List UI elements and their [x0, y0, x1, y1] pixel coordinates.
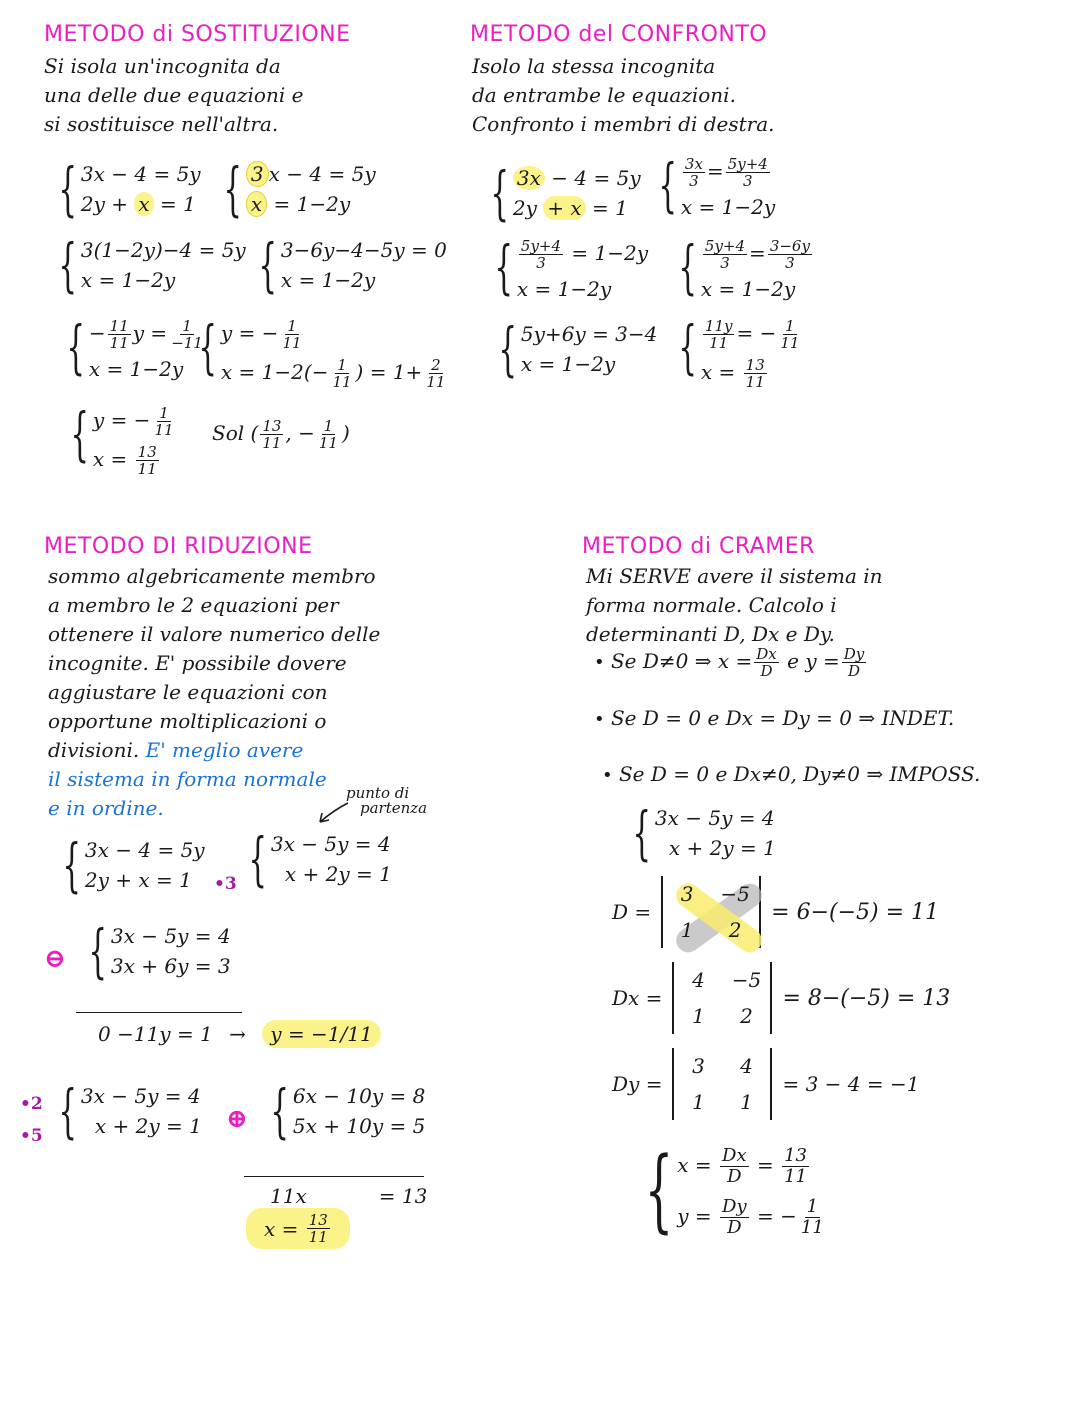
sum-rule-2 [244, 1176, 424, 1177]
bullet-icon: • [594, 709, 605, 730]
rid-system-2: { 3x − 5y = 4 x + 2y = 1 [248, 825, 392, 893]
matrix-Dx: 4 −5 1 2 [672, 962, 772, 1034]
bullet-icon: • [602, 765, 613, 786]
matrix-D: 3 −5 1 2 [661, 876, 761, 948]
rid-system-5: { 6x − 10y = 8 5x + 10y = 5 [270, 1077, 426, 1145]
cramer-bullet-impossible: • Se D = 0 e Dx≠0, Dy≠0 ⇒ IMPOSS. [602, 762, 981, 786]
note-arrow-icon [312, 800, 352, 826]
sost-system-6: { y = − $\frac{1}{11}$ x = 1−2(− $\frac{1}{11}$ ) = 1+ $\frac{2}{11}$ [198, 313, 446, 391]
starting-point-note: punto di partenza [346, 784, 428, 817]
sostituzione-title: METODO di SOSTITUZIONE [44, 22, 351, 47]
cramer-bullet-indeterminate: • Se D = 0 e Dx = Dy = 0 ⇒ INDET. [594, 706, 955, 730]
riduzione-title: METODO DI RIDUZIONE [44, 534, 313, 559]
sum-rule-1 [76, 1012, 242, 1013]
rid-multiplier-3: •3 [214, 874, 237, 894]
conf-system-2: { $\frac{3x}{3}$ = $\frac{5y+4}{3}$ x = 1−2y [658, 151, 776, 219]
sost-system-5: { − $\frac{11}{11}$ y = $\frac{1}{-11}$ x = 1−2y [66, 313, 203, 381]
add-operator-icon: ⊕ [226, 1104, 248, 1134]
conf-system-3: { $\frac{5y+4}{3}$ = 1−2y x = 1−2y [494, 233, 649, 301]
cramer-bullet-determined: • Se D≠0 ⇒ x = $\frac{Dx}{D}$ e y = $\frac{Dy}{D}$ [594, 645, 865, 680]
sost-solution: Sol ( $\frac{13}{11}$ , − $\frac{1}{11}$ ) [212, 417, 350, 452]
confronto-description: Isolo la stessa incognita da entrambe le equazioni. Confronto i membri di destra. [472, 54, 775, 136]
subtract-operator-icon: ⊖ [44, 944, 66, 974]
rid-multiplier-2: •2 [20, 1094, 43, 1114]
conf-system-5: { 5y+6y = 3−4 x = 1−2y [498, 315, 658, 383]
matrix-Dy: 3 4 1 1 [672, 1048, 772, 1120]
sost-system-7: { y = − $\frac{1}{11}$ x = $\frac{13}{11}$ [70, 400, 174, 478]
sost-system-1: { 3x − 4 = 5y 2y + x = 1 [58, 155, 201, 223]
cramer-description: Mi SERVE avere il sistema in forma normale. Calcolo i determinanti D, Dx e Dy. [586, 564, 883, 646]
rid-result-1: 0 −11y = 1 → y = −1/11 [98, 1022, 381, 1046]
rid-multiplier-5: •5 [20, 1126, 43, 1146]
rid-system-3: { 3x − 5y = 4 3x + 6y = 3 [88, 917, 231, 985]
cramer-title: METODO di CRAMER [582, 534, 815, 559]
conf-system-4: { $\frac{5y+4}{3}$ = $\frac{3-6y}{3}$ x = 1−2y [678, 233, 810, 301]
rid-system-1: { 3x − 4 = 5y 2y + x = 1 [62, 831, 205, 899]
confronto-title: METODO del CONFRONTO [470, 22, 768, 47]
bullet-icon: • [594, 652, 605, 673]
rid-result-2: 11x = 13 [270, 1184, 428, 1208]
determinant-D: D = 3 −5 1 2 = 6−(−5) = 11 [612, 876, 939, 948]
determinant-Dy: Dy = 3 4 1 1 = 3 − 4 = −1 [612, 1048, 919, 1120]
conf-system-1: { 3x − 4 = 5y 2y + x = 1 [490, 159, 641, 227]
cramer-system: { 3x − 5y = 4 x + 2y = 1 [632, 799, 776, 867]
sost-system-2: { 3 x − 4 = 5y x = 1−2y [223, 155, 376, 223]
rid-system-4: { 3x − 5y = 4 x + 2y = 1 [58, 1077, 202, 1145]
riduzione-description: sommo algebricamente membro a membro le 2 equazioni per ottenere il valore numerico delle incognite. E' possibile dovere aggiustare le equazioni con opportune moltiplicazioni o divisioni. E' meglio avere il sistema in forma normale e in ordine. [48, 564, 381, 820]
sost-system-3: { 3(1−2y)−4 = 5y x = 1−2y [58, 231, 246, 299]
determinant-Dx: Dx = 4 −5 1 2 = 8−(−5) = 13 [612, 962, 950, 1034]
conf-system-6: { $\frac{11y}{11}$ = − $\frac{1}{11}$ x = $\frac{13}{11}$ [678, 313, 800, 391]
cramer-final-solution: { x = $\frac{Dx}{D}$ = $\frac{13}{11}$ y = $\frac{Dy}{D}$ = − $\frac{1}{11}$ [644, 1138, 824, 1243]
sostituzione-description: Si isola un'incognita da una delle due equazioni e si sostituisce nell'altra. [44, 54, 304, 136]
rid-result-x-highlight: x = $\frac{13}{11}$ [246, 1208, 350, 1249]
sost-system-4: { 3−6y−4−5y = 0 x = 1−2y [258, 231, 447, 299]
